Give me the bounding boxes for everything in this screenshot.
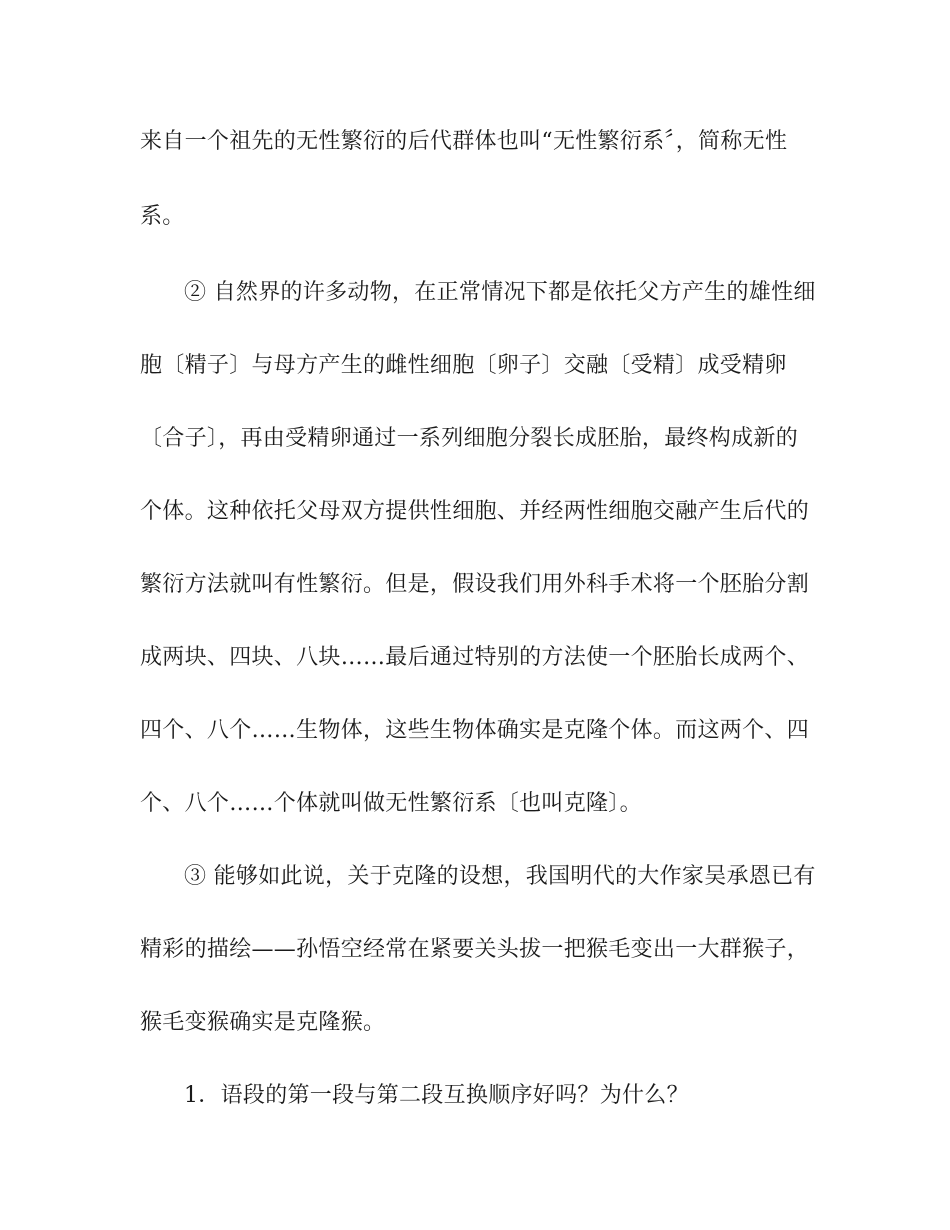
text-line: 成两块、四块、八块……最后通过特别的方法使一个胚胎长成两个、 xyxy=(140,645,810,670)
text-line: 个体。这种依托父母双方提供性细胞、并经两性细胞交融产生后代的 xyxy=(140,499,810,524)
question-1: 1．语段的第一段与第二段互换顺序好吗？为什么？ xyxy=(184,1083,689,1108)
text-line: 精彩的描绘——孙悟空经常在紧要关头拔一把猴毛变出一大群猴子， xyxy=(140,937,810,962)
text-line: 个、八个……个体就叫做无性繁衍系〔也叫克隆〕。 xyxy=(140,791,642,816)
text-line: 猴毛变猴确实是克隆猴。 xyxy=(140,1010,386,1035)
text-line: 繁衍方法就叫有性繁衍。但是，假设我们用外科手术将一个胚胎分割 xyxy=(140,572,810,597)
paragraph-2-start: ② 自然界的许多动物，在正常情况下都是依托父方产生的雄性细 xyxy=(184,280,816,305)
text-line: 来自一个祖先的无性繁衍的后代群体也叫“无性繁衍系〞，简称无性 xyxy=(140,129,788,154)
text-line: 胞〔精子〕与母方产生的雌性细胞〔卵子〕交融〔受精〕成受精卵 xyxy=(140,353,787,378)
text-line: 四个、八个……生物体，这些生物体确实是克隆个体。而这两个、四 xyxy=(140,718,810,743)
text-line: 系。 xyxy=(140,204,185,229)
text-line: 〔合子〕，再由受精卵通过一系列细胞分裂长成胚胎，最终构成新的 xyxy=(140,426,799,451)
paragraph-3-start: ③ 能够如此说，关于克隆的设想，我国明代的大作家吴承恩已有 xyxy=(184,864,816,889)
